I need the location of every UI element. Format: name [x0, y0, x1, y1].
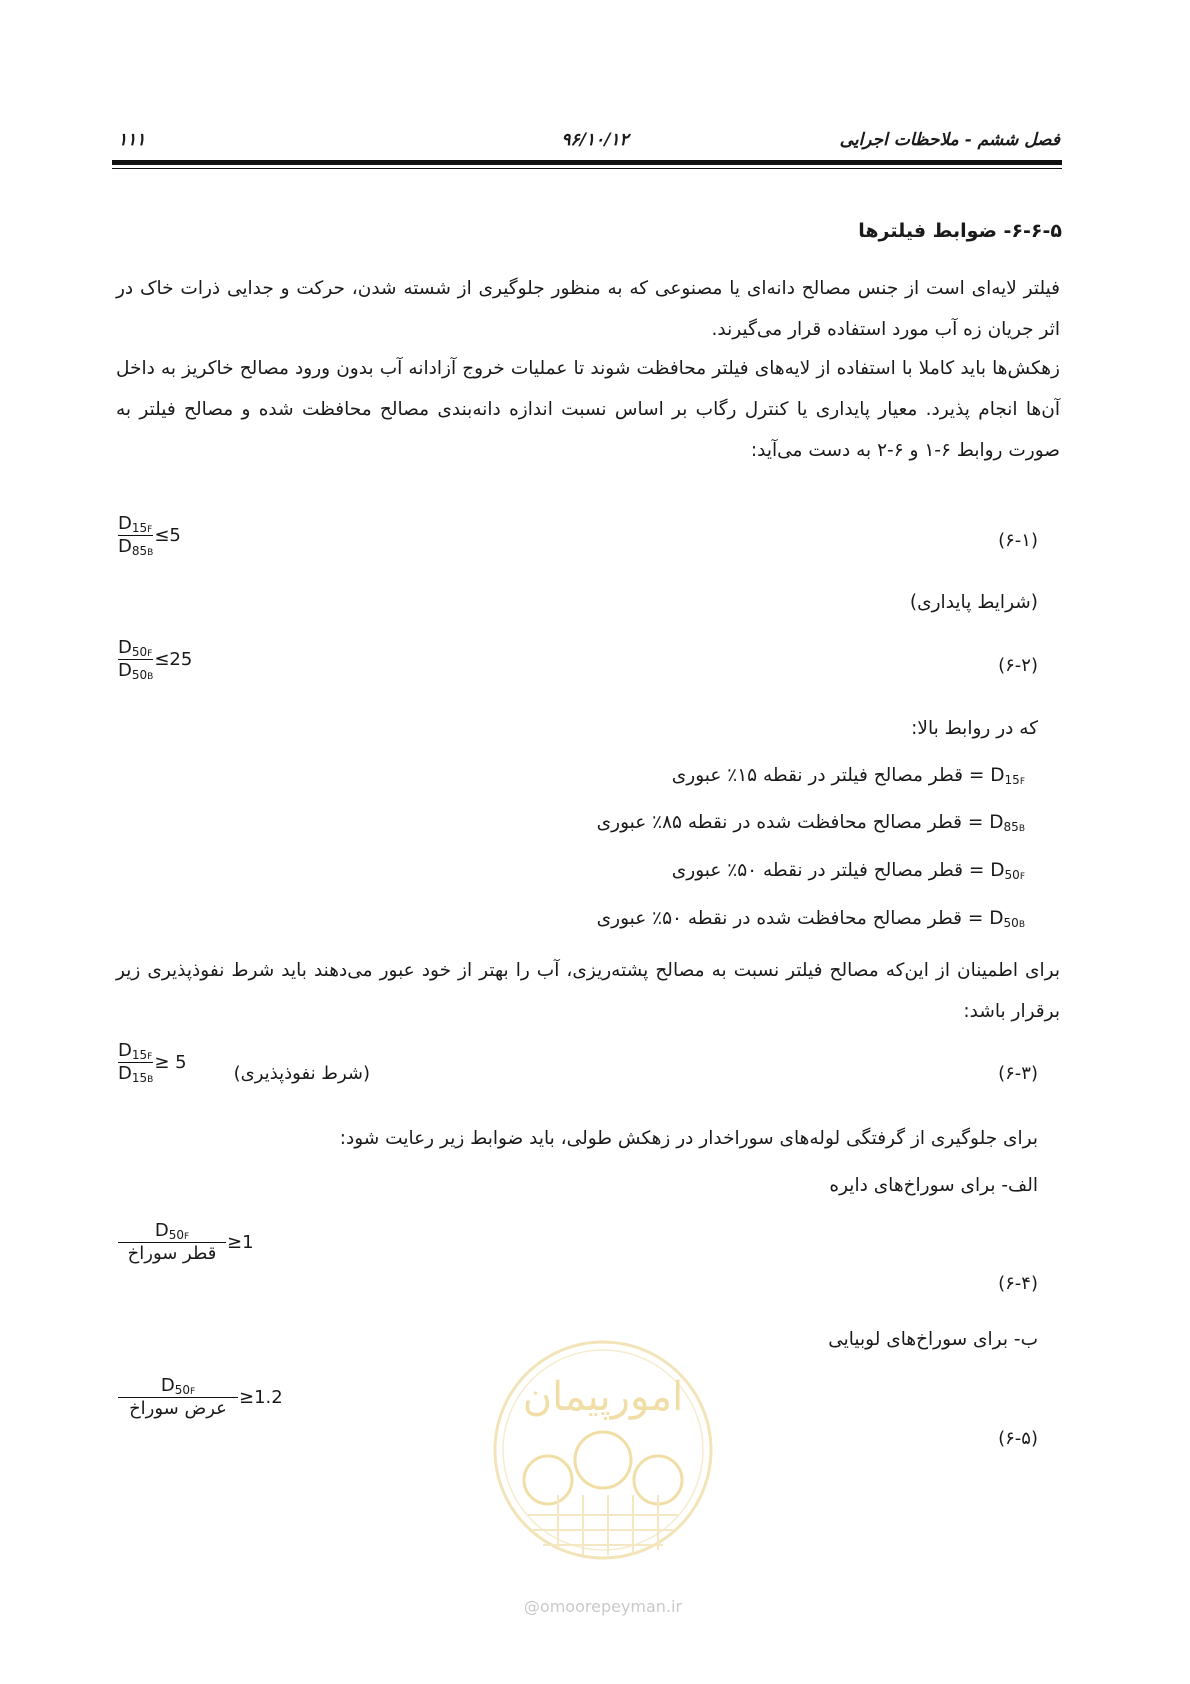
- chapter-title: فصل ششم - ملاحظات اجرایی: [839, 130, 1060, 150]
- watermark: [488, 1335, 718, 1635]
- equation-2: [118, 637, 192, 682]
- paragraph-drain-protection: زهکش‌ها باید کاملا با استفاده از لایه‌های فیلتر محافظت شوند تا عملیات خروج آزادانه آب بدون ورود مصالح خاکریز به داخل آن‌ها انجام پذیرد. معیار پایداری یا کنترل رگاب بر اساس نسبت اندازه دانه‌بندی مصالح محافظت شده و مصالح فیلتر به صورت روابط ۶-۱ و ۶-۲ به دست می‌آید:: [116, 358, 1060, 461]
- case-a-circular: الف- برای سوراخ‌های دایره: [829, 1175, 1038, 1196]
- equation-3-number: (۶-۳): [998, 1063, 1038, 1084]
- equation-2-number: (۶-۲): [998, 655, 1038, 676]
- definition-d50b: $D_{50}B$ = قطر مصالح محافظت شده در نقطه ۵۰٪ عبوری: [596, 908, 1025, 930]
- equation-3: [118, 1040, 187, 1085]
- section-title: ۶-۶-۵- ضوابط فیلترها: [858, 220, 1062, 242]
- eq3-relation: ≥ 5: [154, 1052, 187, 1073]
- paragraph-permeability: برای اطمینان از این‌که مصالح فیلتر نسبت به مصالح پشته‌ریزی، آب را بهتر از خود عبور می‌دهند باید شرط نفوذپذیری زیر برقرار باشد:: [116, 960, 1060, 1022]
- header-rule-thick: [112, 160, 1062, 165]
- eq4-relation: ≥1: [227, 1231, 254, 1253]
- where-text: که در روابط بالا:: [911, 718, 1038, 739]
- eq1-relation: ≤5: [154, 525, 181, 546]
- case-b-slotted: ب- برای سوراخ‌های لوبیایی: [828, 1329, 1038, 1350]
- header-date: ۹۶/۱۰/۱۲: [561, 130, 629, 150]
- eq2-numerator: $D_{50}F$: [118, 637, 153, 659]
- eq1-numerator: $D_{15}F$: [118, 513, 153, 535]
- equation-4: [118, 1220, 254, 1264]
- stability-note: (شرایط پایداری): [909, 592, 1038, 613]
- paragraph-filter-definition: فیلتر لایه‌ای است از جنس مصالح دانه‌ای یا مصنوعی که به منظور جلوگیری از شسته شدن، حرکت و جدایی ذرات خاک در اثر جریان زه آب مورد استفاده قرار می‌گیرند.: [116, 278, 1060, 340]
- watermark-text: امورپیمان: [522, 1374, 684, 1420]
- eq1-denominator: $D_{85}B$: [118, 536, 154, 558]
- equation-1: [118, 513, 181, 558]
- eq5-numerator: $D_{50}F$: [160, 1375, 196, 1397]
- definition-d15f: $D_{15}F$ = قطر مصالح فیلتر در نقطه ۱۵٪ عبوری: [671, 765, 1025, 787]
- eq3-denominator: $D_{15}B$: [118, 1063, 154, 1085]
- eq2-denominator: $D_{50}B$: [118, 660, 154, 682]
- eq3-numerator: $D_{15}F$: [118, 1040, 153, 1062]
- equation-5: [118, 1375, 283, 1419]
- permeability-note: (شرط نفوذپذیری): [233, 1063, 370, 1084]
- definition-d85b: $D_{85}B$ = قطر مصالح محافظت شده در نقطه ۸۵٪ عبوری: [596, 812, 1025, 834]
- eq2-relation: ≤25: [154, 649, 193, 670]
- definition-d50f: $D_{50}F$ = قطر مصالح فیلتر در نقطه ۵۰٪ عبوری: [671, 860, 1025, 882]
- equation-4-number: (۶-۴): [998, 1273, 1038, 1294]
- header-rule-thin: [112, 168, 1062, 169]
- equation-1-number: (۶-۱): [998, 530, 1038, 551]
- eq4-numerator: $D_{50}F$: [154, 1220, 190, 1242]
- equation-5-number: (۶-۵): [998, 1428, 1038, 1449]
- watermark-url: @omoorepeyman.ir: [523, 1597, 683, 1616]
- eq5-denominator: عرض سوراخ: [129, 1398, 227, 1419]
- page-number: ۱۱۱: [118, 130, 146, 150]
- eq5-relation: ≥1.2: [239, 1386, 283, 1408]
- perforated-pipe-text: برای جلوگیری از گرفتگی لوله‌های سوراخدار در زهکش طولی، باید ضوابط زیر رعایت شود:: [339, 1128, 1038, 1149]
- seal-logo-icon: [488, 1335, 718, 1605]
- eq4-denominator: قطر سوراخ: [127, 1243, 217, 1264]
